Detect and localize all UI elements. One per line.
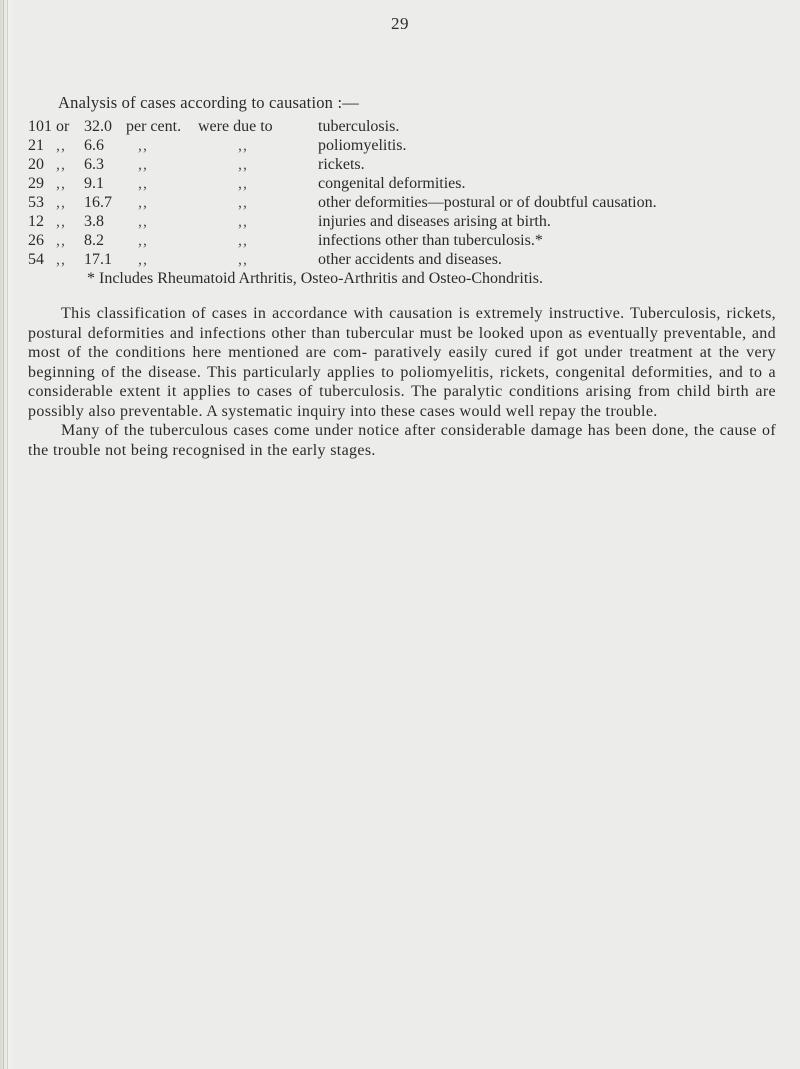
case-count: 20 [28,156,44,173]
paragraph-tuberculous-cases: Many of the tuberculous cases come under notice after considerable damage has been done, the cause of the trouble not being recognised in the early stages. [28,422,776,459]
were-due-text: were due [198,118,257,135]
table-row [28,193,788,212]
case-count: 53 [28,194,44,211]
causation-table [28,117,788,269]
case-count: 54 [28,251,44,268]
ditto-mark: ,, [138,137,148,154]
ditto-mark: ,, [238,232,248,249]
cause: injuries and diseases arising at birth. [318,213,551,230]
percentage: 8.2 [84,232,104,249]
ditto-mark: ,, [138,213,148,230]
ditto-mark: ,, [138,251,148,268]
ditto-mark: ,, [238,213,248,230]
to-text: to [260,118,273,135]
table-row [28,117,788,136]
page-number: 29 [391,14,409,33]
per-cent-label: per cent. [126,118,182,135]
connector: or [56,118,70,135]
table-row [28,250,788,269]
case-count: 12 [28,213,44,230]
ditto-mark: ,, [56,232,66,249]
ditto-mark: ,, [56,251,66,268]
ditto-mark: ,, [56,213,66,230]
binding-line [7,0,8,1069]
cause: rickets. [318,156,365,173]
table-row [28,174,788,193]
case-count: 29 [28,175,44,192]
paragraph-classification: This classification of cases in accordance with causation is extremely instructive. Tuberculosis, rickets, postural deformities and infections other than tubercular must be looked upon as eventually preventable, and most of the conditions here mentioned are com- paratively easily cured if got under treatment at the very beginning of the disease. This particularly applies to poliomyelitis, rickets, congenital deformities, and to a considerable extent it applies to cases of tuberculosis. The paralytic conditions arising from child birth are possibly also preventable. A systematic inquiry into these cases would well repay the trouble. [28,305,776,420]
ditto-mark: ,, [56,194,66,211]
percentage: 6.6 [84,137,104,154]
ditto-mark: ,, [238,137,248,154]
cause: tuberculosis. [318,118,400,135]
ditto-mark: ,, [238,251,248,268]
percentage: 9.1 [84,175,104,192]
table-row [28,155,788,174]
percentage: 16.7 [84,194,112,211]
cause: other accidents and diseases. [318,251,502,268]
case-count: 26 [28,232,44,249]
cause: infections other than tuberculosis.* [318,232,543,249]
ditto-mark: ,, [56,175,66,192]
percentage: 6.3 [84,156,104,173]
percentage: 17.1 [84,251,112,268]
section-heading: Analysis of cases according to causation :— [58,93,359,112]
ditto-mark: ,, [56,137,66,154]
ditto-mark: ,, [238,194,248,211]
table-row [28,212,788,231]
cause: other deformities—postural or of doubtful causation. [318,194,657,211]
ditto-mark: ,, [138,232,148,249]
percentage: 32.0 [84,118,112,135]
ditto-mark: ,, [56,156,66,173]
ditto-mark: ,, [138,175,148,192]
case-count: 101 [28,118,52,135]
ditto-mark: ,, [138,156,148,173]
ditto-mark: ,, [238,156,248,173]
page-binding-edge [0,0,12,1069]
table-footnote: * Includes Rheumatoid Arthritis, Osteo-Arthritis and Osteo-Chondritis. [87,270,543,287]
case-count: 21 [28,137,44,154]
table-row [28,231,788,250]
percentage: 3.8 [84,213,104,230]
binding-line [3,0,4,1069]
cause: congenital deformities. [318,175,466,192]
ditto-mark: ,, [238,175,248,192]
table-row [28,136,788,155]
cause: poliomyelitis. [318,137,407,154]
were-due-label [198,117,273,136]
ditto-mark: ,, [138,194,148,211]
